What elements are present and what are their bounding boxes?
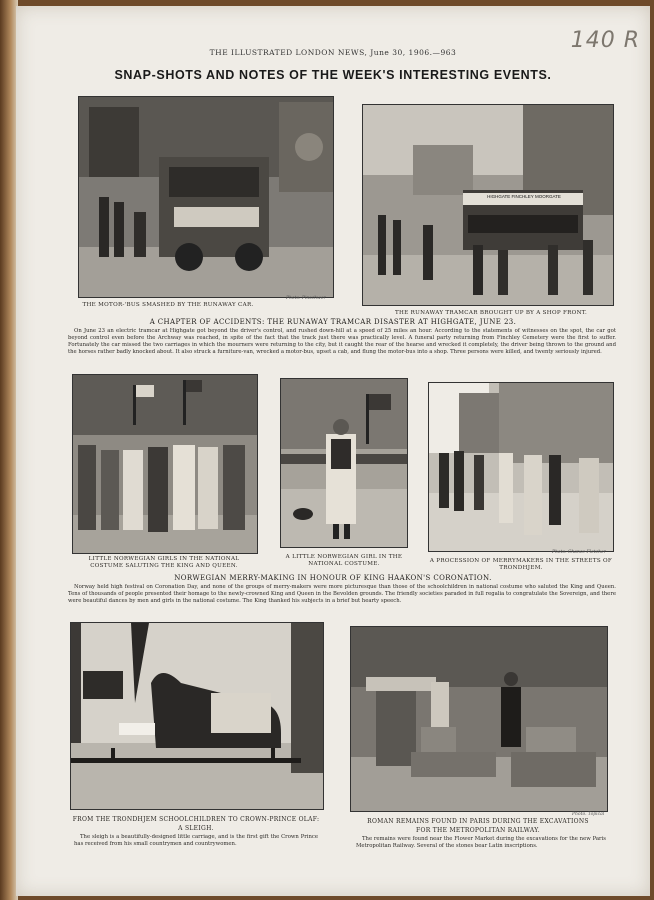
caption-roman-1: ROMAN REMAINS FOUND IN PARIS DURING THE EXCAVATIONS	[367, 818, 589, 825]
section-title-norway: NORWEGIAN MERRY-MAKING IN HONOUR OF KING HAAKON'S CORONATION.	[174, 574, 492, 582]
tram-destination-sign: HIGHGATE FINCHLEY MOORGATE	[487, 194, 561, 199]
credit-motor-bus: Photo. Pinschwer	[286, 296, 326, 301]
body-accidents: On June 23 an electric tramcar at Highgate got beyond the driver's control, and rushed down-hill at a speed of 25 miles an hour. According to the statements of witnesses on the spot, the car got beyond control even before the Archway was reached, in spite of the fact that the track just there was practically level. A funeral party returning from Finchley Cemetery were the first to suffer. Fortunately the car missed the two carriages in which the mourners were returning to the city, but it caught the rear of the hearse and wrecked it completely, the driver being thrown to the ground and the horses rather badly knocked about. It also struck a furniture-van, wrecked a motor-bus, upset a cab, and flung the motor-bus into a shop. Three persons were killed, and twenty seriously injured.	[68, 328, 616, 356]
credit-procession: Photo. Chance-Fletcher	[552, 550, 606, 555]
page-title: SNAP-SHOTS AND NOTES OF THE WEEK'S INTERESTING EVENTS.	[114, 68, 552, 82]
body-roman: The remains were found near the Flower Market during the excavations for the new Paris Metropolitan Railway. Several of the stones bear Latin inscriptions.	[356, 836, 606, 850]
section-title-accidents: A CHAPTER OF ACCIDENTS: THE RUNAWAY TRAMCAR DISASTER AT HIGHGATE, JUNE 23.	[149, 318, 517, 326]
credit-roman-remains: Photo. Topical	[572, 812, 605, 817]
running-head: THE ILLUSTRATED LONDON NEWS, June 30, 1906.—963	[209, 48, 457, 57]
caption-motor-bus: THE MOTOR-'BUS SMASHED BY THE RUNAWAY CAR.	[82, 302, 254, 308]
caption-tramcar: THE RUNAWAY TRAMCAR BROUGHT UP BY A SHOP FRONT.	[394, 310, 588, 316]
handwritten-note: 140 R	[570, 28, 640, 53]
photo-norwegian-girl	[280, 378, 408, 548]
caption-norwegian-girls: LITTLE NORWEGIAN GIRLS IN THE NATIONAL COSTUME SALUTING THE KING AND QUEEN.	[88, 556, 240, 569]
newspaper-page	[16, 6, 650, 896]
photo-sleigh	[70, 622, 324, 810]
caption-sleigh-1: FROM THE TRONDHJEM SCHOOLCHILDREN TO CROWN-PRINCE OLAF:	[72, 816, 320, 823]
photo-motor-bus	[78, 96, 334, 298]
photo-tramcar	[362, 104, 614, 306]
caption-norwegian-girl: A LITTLE NORWEGIAN GIRL IN THE NATIONAL COSTUME.	[285, 554, 403, 567]
photo-norwegian-girls	[72, 374, 258, 554]
caption-roman-2: FOR THE METROPOLITAN RAILWAY.	[416, 827, 540, 834]
photo-procession	[428, 382, 614, 552]
body-sleigh: The sleigh is a beautifully-designed little carriage, and is the first gift the Crown Prince has received from his small countrymen and countrywomen.	[74, 834, 318, 848]
body-norway: Norway held high festival on Coronation Day, and none of the groups of merry-makers were more picturesque than those of the schoolchildren in national costume who saluted the King and Queen. Tens of thousands of people presented their homage to the newly-crowned King and Queen in the Bevolden grounds. The friendly societies paraded in full regalia to congratulate the Sovereign, and there were beautiful dances by men and girls in the national costume. The King thanked his subjects in a brief but hearty speech.	[68, 584, 616, 605]
caption-sleigh-2: A SLEIGH.	[178, 825, 214, 832]
caption-procession: A PROCESSION OF MERRYMAKERS IN THE STREETS OF TRONDHJEM.	[429, 558, 613, 571]
photo-roman-remains	[350, 626, 608, 812]
